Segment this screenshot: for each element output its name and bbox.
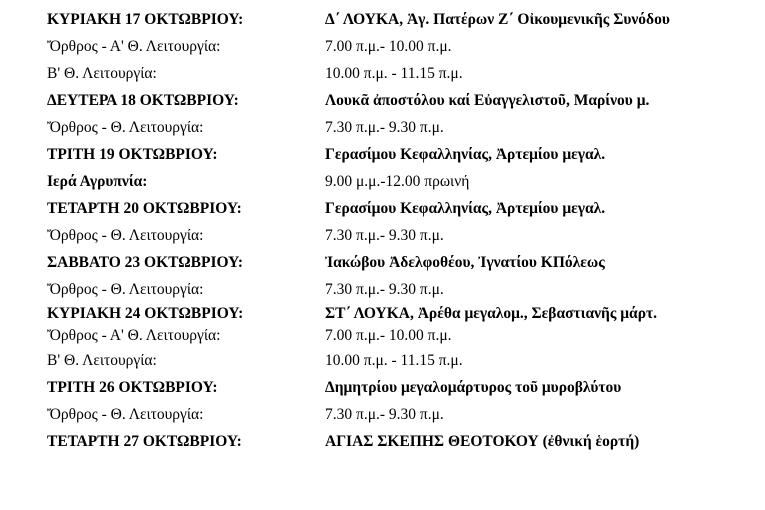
service-name: Ιερά Αγρυπνία: bbox=[47, 173, 148, 190]
service-name: Ὄρθρος - Α' Θ. Λειτουργία: bbox=[47, 327, 221, 344]
service-row bbox=[0, 33, 765, 60]
service-time: 7.30 π.μ.- 9.30 π.μ. bbox=[325, 227, 444, 244]
service-row bbox=[0, 276, 765, 303]
service-name: Ὄρθρος - Θ. Λειτουργία: bbox=[47, 119, 204, 136]
day-label: ΣΑΒΒΑΤΟ 23 ΟΚΤΩΒΡΙΟΥ: bbox=[47, 254, 244, 271]
service-time: 9.00 μ.μ.-12.00 πρωινή bbox=[325, 173, 470, 190]
day-label: ΤΕΤΑΡΤΗ 20 ΟΚΤΩΒΡΙΟΥ: bbox=[47, 200, 242, 217]
service-name: Ὄρθρος - Α' Θ. Λειτουργία: bbox=[47, 38, 221, 55]
day-label: ΔΕΥΤΕΡΑ 18 ΟΚΤΩΒΡΙΟΥ: bbox=[47, 92, 239, 109]
service-name: Ὄρθρος - Θ. Λειτουργία: bbox=[47, 227, 204, 244]
service-row bbox=[0, 325, 765, 347]
service-row bbox=[0, 347, 765, 374]
feast-description: Λουκᾶ ἀποστόλου καί Εὐαγγελιστοῦ, Μαρίνου μ. bbox=[325, 92, 650, 109]
day-label: ΤΡΙΤΗ 19 ΟΚΤΩΒΡΙΟΥ: bbox=[47, 146, 218, 163]
day-row bbox=[0, 87, 765, 114]
service-time: 7.00 π.μ.- 10.00 π.μ. bbox=[325, 327, 452, 344]
day-row bbox=[0, 6, 765, 33]
service-time: 7.00 π.μ.- 10.00 π.μ. bbox=[325, 38, 452, 55]
service-time: 10.00 π.μ. - 11.15 π.μ. bbox=[325, 352, 463, 369]
day-row bbox=[0, 195, 765, 222]
feast-description: Γερασίμου Κεφαλληνίας, Ἀρτεμίου μεγαλ. bbox=[325, 146, 606, 163]
day-label: ΚΥΡΙΑΚΗ 24 ΟΚΤΩΒΡΙΟΥ: bbox=[47, 305, 244, 322]
service-row bbox=[0, 114, 765, 141]
service-row bbox=[0, 60, 765, 87]
service-schedule bbox=[0, 6, 765, 455]
service-row bbox=[0, 168, 765, 195]
service-time: 10.00 π.μ. - 11.15 π.μ. bbox=[325, 65, 463, 82]
day-label: ΚΥΡΙΑΚΗ 17 ΟΚΤΩΒΡΙΟΥ: bbox=[47, 11, 244, 28]
day-row bbox=[0, 374, 765, 401]
day-row bbox=[0, 303, 765, 325]
service-name: Ὄρθρος - Θ. Λειτουργία: bbox=[47, 281, 204, 298]
service-row bbox=[0, 401, 765, 428]
feast-description: Γερασίμου Κεφαλληνίας, Ἀρτεμίου μεγαλ. bbox=[325, 200, 606, 217]
feast-description: Δημητρίου μεγαλομάρτυρος τοῦ μυροβλύτου bbox=[325, 379, 622, 396]
service-row bbox=[0, 222, 765, 249]
feast-description: ΑΓΙΑΣ ΣΚΕΠΗΣ ΘΕΟΤΟΚΟΥ (ἐθνική ἑορτή) bbox=[325, 433, 640, 450]
service-name: Ὄρθρος - Θ. Λειτουργία: bbox=[47, 406, 204, 423]
service-name: Β' Θ. Λειτουργία: bbox=[47, 65, 157, 82]
service-time: 7.30 π.μ.- 9.30 π.μ. bbox=[325, 406, 444, 423]
day-label: ΤΡΙΤΗ 26 ΟΚΤΩΒΡΙΟΥ: bbox=[47, 379, 218, 396]
service-time: 7.30 π.μ.- 9.30 π.μ. bbox=[325, 281, 444, 298]
day-row bbox=[0, 249, 765, 276]
day-label: ΤΕΤΑΡΤΗ 27 ΟΚΤΩΒΡΙΟΥ: bbox=[47, 433, 242, 450]
service-name: Β' Θ. Λειτουργία: bbox=[47, 352, 157, 369]
day-row bbox=[0, 428, 765, 455]
day-row bbox=[0, 141, 765, 168]
feast-description: Δ΄ ΛΟΥΚΑ, Ἁγ. Πατέρων Ζ΄ Οἰκουμενικῆς Συνόδου bbox=[325, 11, 670, 28]
service-time: 7.30 π.μ.- 9.30 π.μ. bbox=[325, 119, 444, 136]
feast-description: ΣΤ΄ ΛΟΥΚΑ, Ἀρέθα μεγαλομ., Σεβαστιανῆς μάρτ. bbox=[325, 305, 658, 322]
feast-description: Ἰακώβου Ἀδελφοθέου, Ἰγνατίου ΚΠόλεως bbox=[325, 254, 605, 271]
